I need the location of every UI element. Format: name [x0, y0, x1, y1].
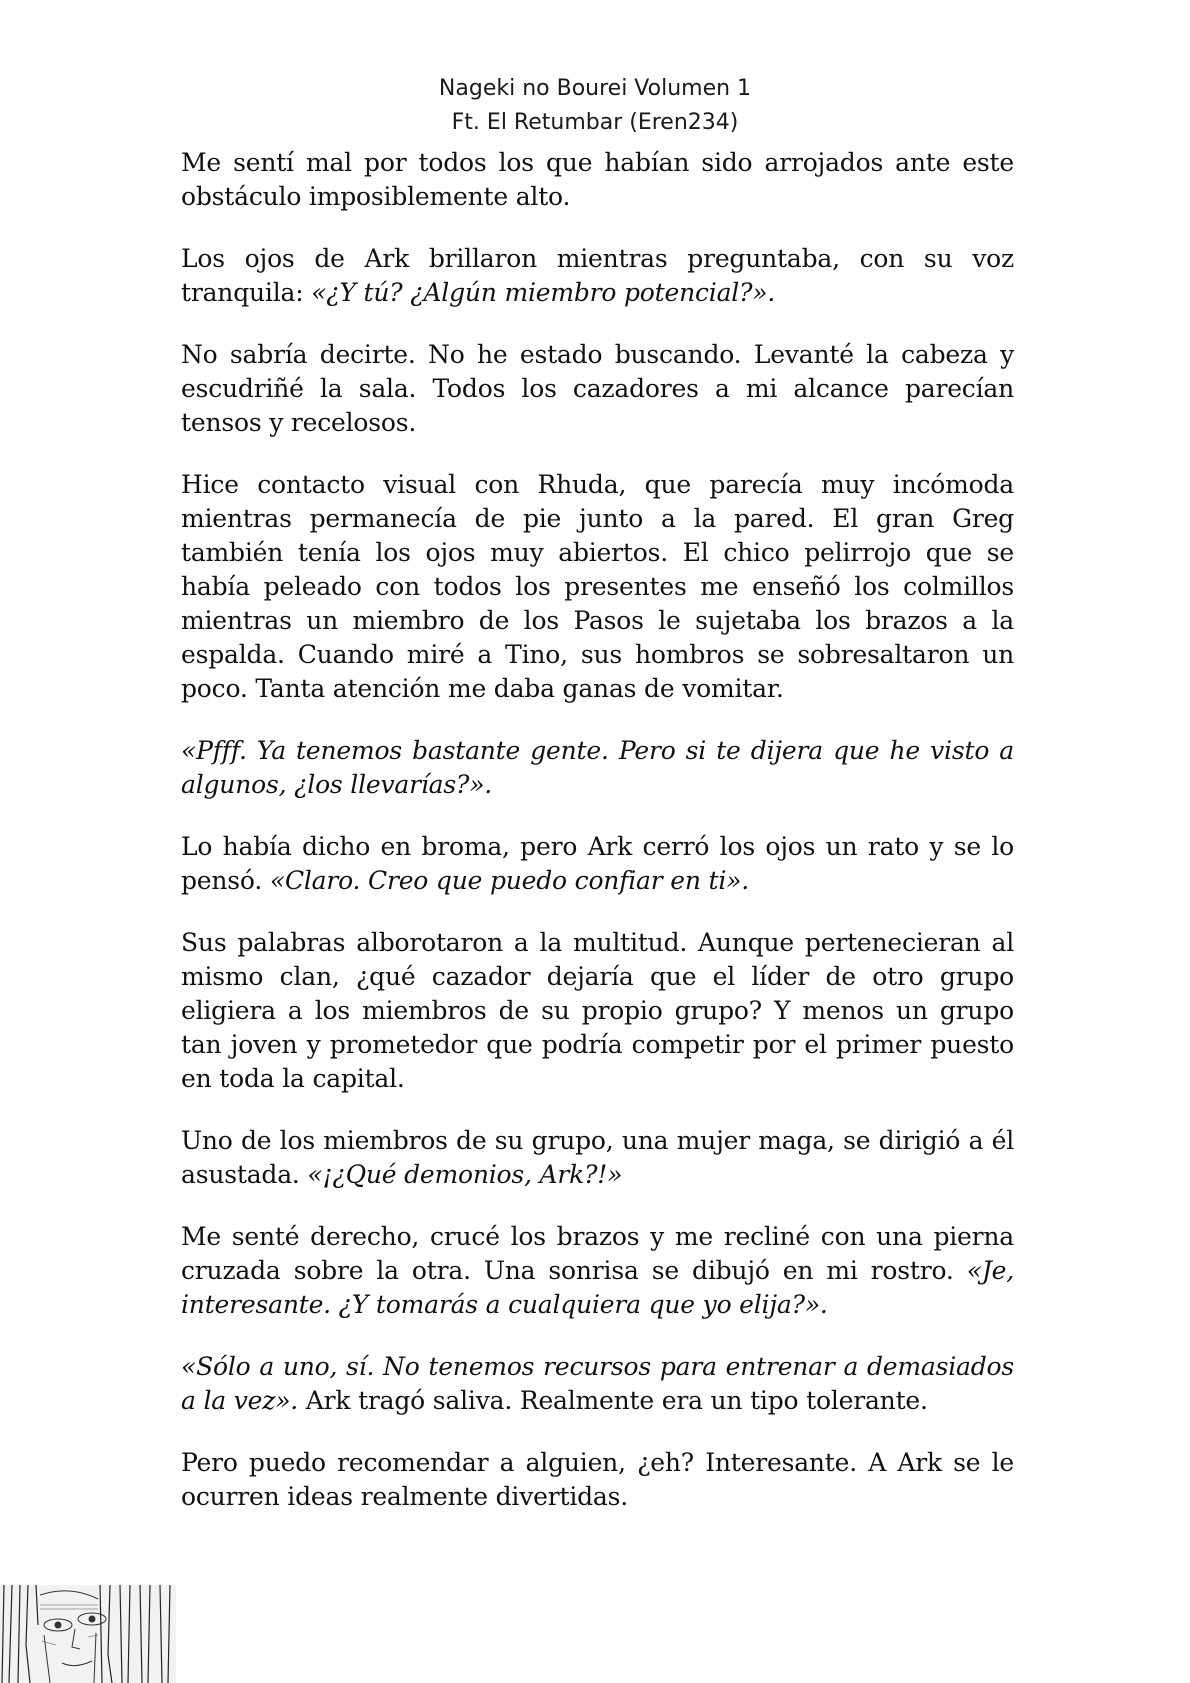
- body-text: [181, 146, 1014, 1542]
- dialogue-text: «Je, interesante. ¿Y tomarás a cualquiera que yo elija?».: [181, 1256, 1014, 1319]
- paragraph: [181, 1446, 1014, 1514]
- paragraph: [181, 1124, 1014, 1192]
- narration-text: Me senté derecho, crucé los brazos y me recliné con una pierna cruzada sobre la otra. Una sonrisa se dibujó en mi rostro.: [181, 1222, 1014, 1285]
- corner-illustration: [0, 1585, 176, 1683]
- header-credit: Ft. El Retumbar (Eren234): [451, 110, 739, 135]
- paragraph: [181, 830, 1014, 898]
- paragraph: [181, 1350, 1014, 1418]
- paragraph: [181, 734, 1014, 802]
- header-title: Nageki no Bourei Volumen 1: [438, 76, 752, 101]
- narration-text: Sus palabras alborotaron a la multitud. Aunque pertenecieran al mismo clan, ¿qué cazador dejaría que el líder de otro grupo eligiera a los miembros de su propio grupo? Y menos un grupo tan joven y prometedor que podría competir por el primer puesto en toda la capital.: [181, 928, 1014, 1093]
- paragraph: [181, 242, 1014, 310]
- narration-text: Uno de los miembros de su grupo, una mujer maga, se dirigió a él asustada.: [181, 1126, 1014, 1189]
- narration-text: Lo había dicho en broma, pero Ark cerró los ojos un rato y se lo pensó.: [181, 832, 1014, 895]
- narration-text: Me sentí mal por todos los que habían sido arrojados ante este obstáculo imposiblemente alto.: [181, 148, 1014, 211]
- narration-text: Los ojos de Ark brillaron mientras preguntaba, con su voz tranquila:: [181, 244, 1014, 307]
- paragraph: [181, 468, 1014, 706]
- paragraph: [181, 338, 1014, 440]
- paragraph: [181, 926, 1014, 1096]
- dialogue-text: «Claro. Creo que puedo confiar en ti».: [269, 866, 749, 895]
- dialogue-text: «Sólo a uno, sí. No tenemos recursos para entrenar a demasiados a la vez».: [181, 1352, 1014, 1415]
- paragraph: [181, 1220, 1014, 1322]
- narration-text: Ark tragó saliva. Realmente era un tipo tolerante.: [298, 1386, 928, 1415]
- dialogue-text: «Pfff. Ya tenemos bastante gente. Pero si te dijera que he visto a algunos, ¿los llevarías?».: [181, 736, 1014, 799]
- narration-text: No sabría decirte. No he estado buscando. Levanté la cabeza y escudriñé la sala. Todos los cazadores a mi alcance parecían tensos y recelosos.: [181, 340, 1014, 437]
- paragraph: [181, 146, 1014, 214]
- dialogue-text: «¡¿Qué demonios, Ark?!»: [307, 1160, 623, 1189]
- narration-text: Pero puedo recomendar a alguien, ¿eh? Interesante. A Ark se le ocurren ideas realmente divertidas.: [181, 1448, 1014, 1511]
- dialogue-text: «¿Y tú? ¿Algún miembro potencial?».: [311, 278, 776, 307]
- narration-text: Hice contacto visual con Rhuda, que parecía muy incómoda mientras permanecía de pie junto a la pared. El gran Greg también tenía los ojos muy abiertos. El chico pelirrojo que se había peleado con todos los presentes me enseñó los colmillos mientras un miembro de los Pasos le sujetaba los brazos a la espalda. Cuando miré a Tino, sus hombros se sobresaltaron un poco. Tanta atención me daba ganas de vomitar.: [181, 470, 1014, 703]
- page-header: [0, 72, 1190, 140]
